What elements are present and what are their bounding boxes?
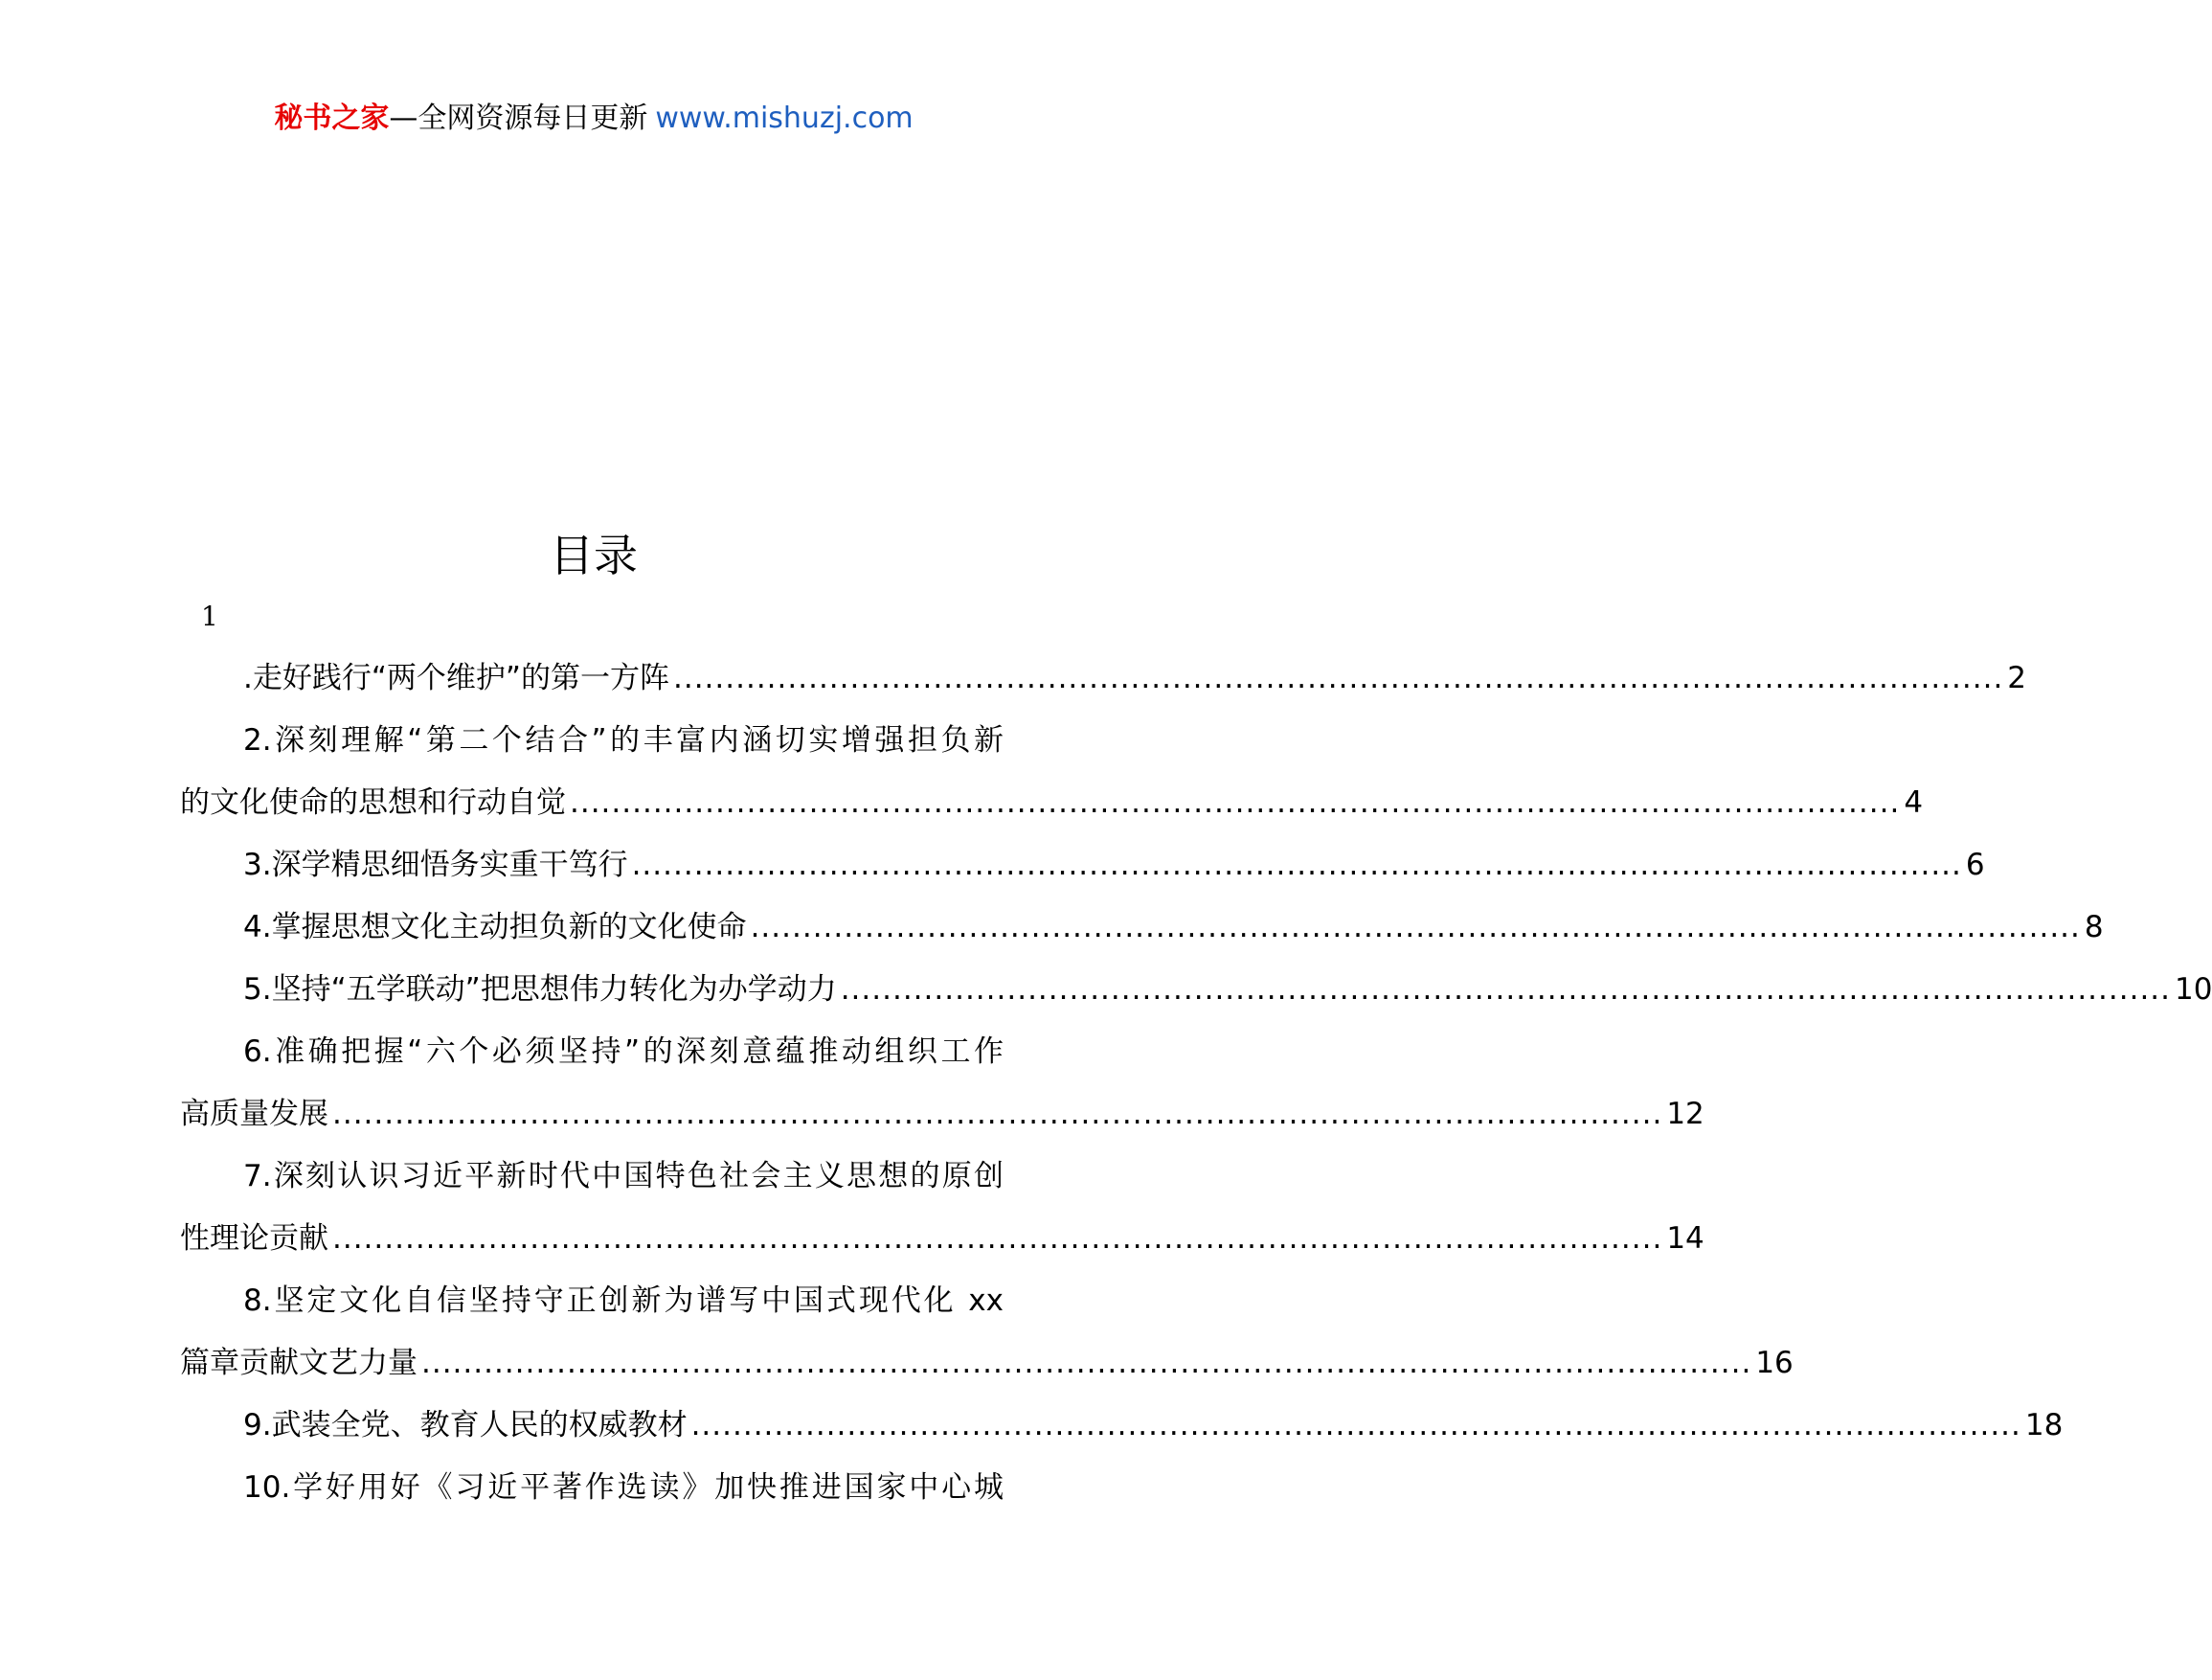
toc-entry-10[interactable] xyxy=(180,1457,1004,1519)
toc-page-number: 2 xyxy=(2007,661,2027,695)
toc-leader-dots: ................................................................................................................................ xyxy=(570,785,1901,820)
toc-entry-title: 性理论贡献 xyxy=(180,1221,328,1256)
toc-entry-title: 篇章贡献文艺力量 xyxy=(180,1346,418,1380)
toc-entry-6-continued[interactable] xyxy=(180,1083,1704,1146)
toc-entry-title: 7.深刻认识习近平新时代中国特色社会主义思想的原创 xyxy=(243,1159,1004,1193)
toc-page-number: 8 xyxy=(2084,910,2104,944)
site-url-link[interactable]: www.mishuzj.com xyxy=(655,102,914,135)
toc-entry-title: 6.准确把握“六个必须坚持”的深刻意蕴推动组织工作 xyxy=(243,1034,1004,1069)
toc-leader-dots: ................................................................................................................................ xyxy=(672,661,2004,695)
toc-entry-4[interactable] xyxy=(180,897,2104,959)
toc-entry-title: 2.深刻理解“第二个结合”的丰富内涵切实增强担负新 xyxy=(243,723,1004,758)
toc-entry-6[interactable] xyxy=(180,1021,1004,1083)
toc-entry-2[interactable] xyxy=(180,710,1004,772)
toc-entry-3[interactable] xyxy=(180,834,1985,897)
toc-page-number: 4 xyxy=(1904,785,1924,820)
toc-page-number: 12 xyxy=(1666,1097,1704,1131)
toc-leader-dots: ................................................................................................................................ xyxy=(332,1221,1663,1256)
toc-entry-title: 4.掌握思想文化主动担负新的文化使命 xyxy=(243,910,747,944)
toc-entry-title: 10.学好用好《习近平著作选读》加快推进国家中心城 xyxy=(243,1470,1004,1505)
toc-entry-2-continued[interactable] xyxy=(180,772,1924,834)
toc-entry-title: 9.武装全党、教育人民的权威教材 xyxy=(243,1408,688,1442)
toc-entry-9[interactable] xyxy=(180,1395,2064,1457)
table-of-contents xyxy=(180,647,2212,1519)
toc-page-number: 16 xyxy=(1755,1346,1794,1380)
toc-entry-title: 8.坚定文化自信坚持守正创新为谱写中国式现代化 xx xyxy=(243,1283,1004,1318)
header-slogan: —全网资源每日更新 xyxy=(389,102,648,135)
toc-leader-dots: ................................................................................................................................ xyxy=(421,1346,1752,1380)
toc-leader-dots: ................................................................................................................................ xyxy=(631,848,1962,882)
toc-leader-dots: ................................................................................................................................ xyxy=(332,1097,1663,1131)
toc-page-number: 18 xyxy=(2024,1408,2064,1442)
toc-entry-7[interactable] xyxy=(180,1146,1004,1208)
toc-title: 目录 xyxy=(550,530,638,581)
toc-entry-1[interactable] xyxy=(180,647,2027,710)
toc-entry-title: 5.坚持“五学联动”把思想伟力转化为办学动力 xyxy=(243,972,837,1007)
toc-entry-7-continued[interactable] xyxy=(180,1208,1704,1270)
toc-page-number: 6 xyxy=(1965,848,1985,882)
toc-entry-title: 的文化使命的思想和行动自觉 xyxy=(180,785,566,820)
toc-entry-title: 高质量发展 xyxy=(180,1097,328,1131)
toc-leader-dots: ................................................................................................................................ xyxy=(840,972,2172,1007)
toc-entry-title: .走好践行“两个维护”的第一方阵 xyxy=(243,661,669,695)
toc-page-number: 10 xyxy=(2175,972,2212,1007)
toc-entry-8-continued[interactable] xyxy=(180,1332,1794,1395)
site-header xyxy=(0,96,1187,142)
toc-leader-dots: ................................................................................................................................ xyxy=(690,1408,2021,1442)
toc-entry-5[interactable] xyxy=(180,959,2212,1021)
toc-entry-8[interactable] xyxy=(180,1270,1004,1332)
brand-name: 秘书之家 xyxy=(274,102,390,135)
toc-number: 1 xyxy=(201,601,218,632)
toc-leader-dots: ................................................................................................................................ xyxy=(750,910,2081,944)
toc-entry-title: 3.深学精思细悟务实重干笃行 xyxy=(243,848,628,882)
toc-page-number: 14 xyxy=(1666,1221,1704,1256)
